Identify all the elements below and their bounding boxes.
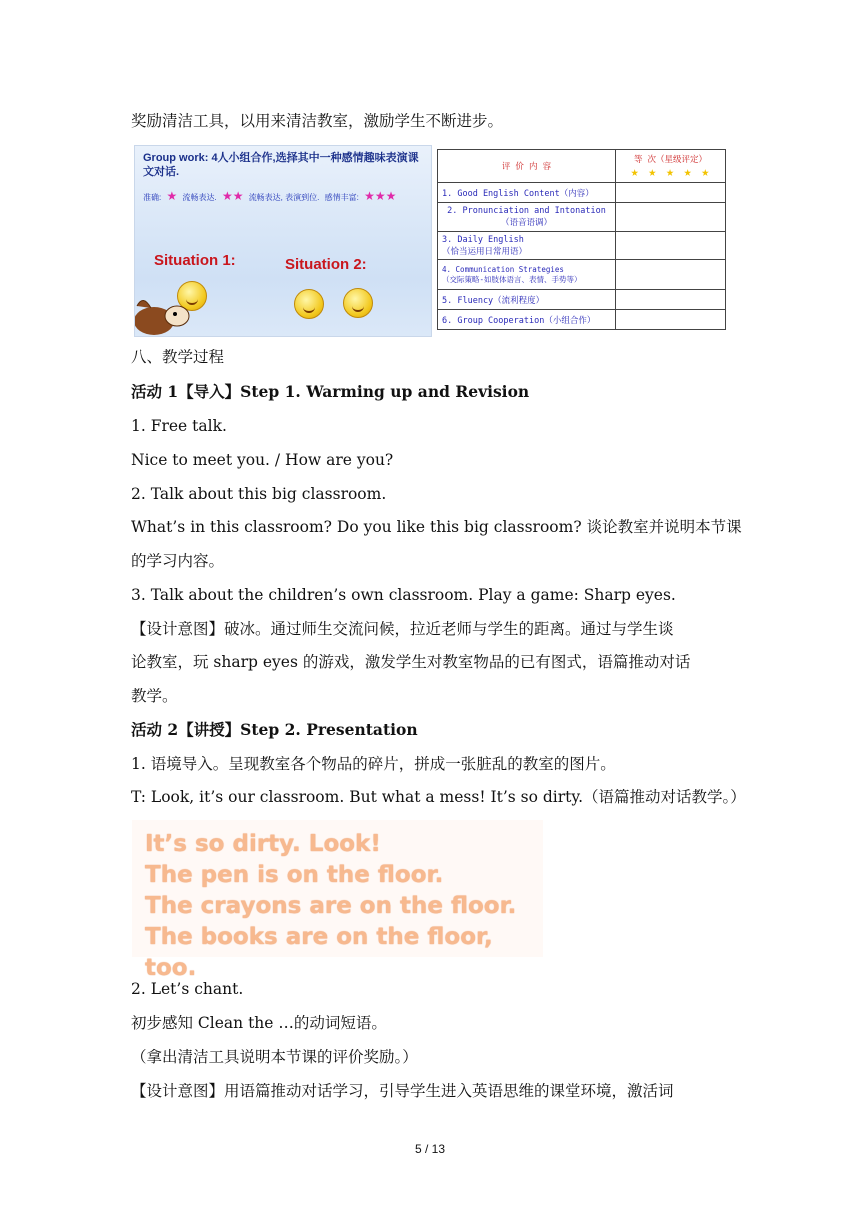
dialogue-banner-image	[132, 820, 543, 981]
design-intent-text: 【设计意图】破冰。通过师生交流问候，拉近老师与学生的距离。通过与学生谈	[131, 620, 674, 638]
grade-cell	[616, 290, 726, 310]
situation-2-label: Situation 2:	[285, 256, 367, 273]
star-rating-icons: ★ ★ ★ ★ ★	[630, 164, 711, 180]
rating-label: 准确:	[143, 193, 162, 202]
star-icon: ★★	[221, 189, 244, 203]
list-item: 2. Talk about this big classroom.	[131, 485, 387, 503]
table-row	[438, 232, 726, 260]
paragraph-text: 初步感知 Clean the …的动词短语。	[131, 1014, 387, 1032]
banner-line: The pen is on the floor.	[145, 862, 444, 888]
grade-header-label: 等 次（星级评定）	[633, 154, 708, 165]
list-item: 3. Talk about the children’s own classroom. Play a game: Sharp eyes.	[131, 586, 676, 604]
rating-desc: 流畅表达.	[182, 193, 217, 202]
list-item: 1. Free talk.	[131, 417, 227, 435]
paragraph-text: What’s in this classroom? Do you like this big classroom? 谈论教室并说明本节课	[131, 518, 742, 536]
table-header-content: 评 价 内 容	[438, 150, 616, 183]
paragraph-text: 的学习内容。	[131, 552, 225, 570]
star-icon: ★★★	[364, 189, 397, 203]
rating-desc: 感情丰富:	[324, 193, 359, 202]
table-row	[438, 310, 726, 330]
table-header-row	[438, 150, 726, 183]
table-row	[438, 290, 726, 310]
design-intent-text: 教学。	[131, 687, 178, 705]
table-row	[438, 203, 726, 232]
cartoon-animal-icon	[134, 286, 199, 337]
section-heading: 八、教学过程	[131, 348, 225, 366]
page-number: 5 / 13	[414, 1142, 446, 1156]
situation-1-label: Situation 1:	[154, 252, 236, 269]
grade-cell	[616, 203, 726, 232]
table-header-grade	[616, 150, 726, 183]
star-icon: ★	[166, 189, 178, 203]
paragraph-text: （拿出清洁工具说明本节课的评价奖励。）	[131, 1048, 418, 1066]
rating-criteria	[143, 189, 399, 203]
criteria-cell: 2. Pronunciation and Intonation （语音语调）	[438, 203, 616, 232]
list-item: 1. 语境导入。呈现教室各个物品的碎片，拼成一张脏乱的教室的图片。	[131, 755, 616, 773]
activity-2-heading: 活动 2【讲授】Step 2. Presentation	[131, 720, 418, 739]
criteria-cell: 3. Daily English （恰当运用日常用语）	[438, 232, 616, 260]
design-intent-text: 【设计意图】用语篇推动对话学习，引导学生进入英语思维的课堂环境，激活词	[131, 1082, 674, 1100]
criteria-cell: 5. Fluency（流利程度）	[438, 290, 616, 310]
criteria-cell: 1. Good English Content（内容）	[438, 183, 616, 203]
design-intent-text: 论教室，玩 sharp eyes 的游戏，激发学生对教室物品的已有图式，语篇推动对话	[131, 653, 691, 671]
criteria-cell: 4. Communication Strategies （交际策略-如肢体语言、表情、手势等）	[438, 260, 616, 290]
table-row	[438, 183, 726, 203]
grade-cell	[616, 183, 726, 203]
activity-1-heading: 活动 1【导入】Step 1. Warming up and Revision	[131, 382, 530, 401]
banner-line: It’s so dirty. Look!	[145, 831, 381, 857]
grade-cell	[616, 232, 726, 260]
group-work-text: Group work: 4人小组合作,选择其中一种感情趣味表演课文对话.	[143, 152, 419, 178]
slide-image	[134, 145, 432, 337]
paragraph-text: Nice to meet you. / How are you?	[131, 451, 394, 469]
rating-desc: 流畅表达, 表演到位.	[248, 193, 320, 202]
paragraph-text: T: Look, it’s our classroom. But what a mess! It’s so dirty.（语篇推动对话教学。）	[131, 788, 746, 806]
criteria-cell: 6. Group Cooperation（小组合作）	[438, 310, 616, 330]
banner-line: The crayons are on the floor.	[145, 893, 517, 919]
paragraph-text: 奖励清洁工具，以用来清洁教室，激励学生不断进步。	[131, 112, 504, 130]
evaluation-table	[437, 149, 726, 330]
blushing-face-icon	[343, 288, 373, 318]
table-row	[438, 260, 726, 290]
grade-cell	[616, 310, 726, 330]
banner-line: The books are on the floor, too.	[145, 924, 493, 981]
grade-cell	[616, 260, 726, 290]
list-item: 2. Let’s chant.	[131, 980, 244, 998]
laughing-face-icon	[294, 289, 324, 319]
